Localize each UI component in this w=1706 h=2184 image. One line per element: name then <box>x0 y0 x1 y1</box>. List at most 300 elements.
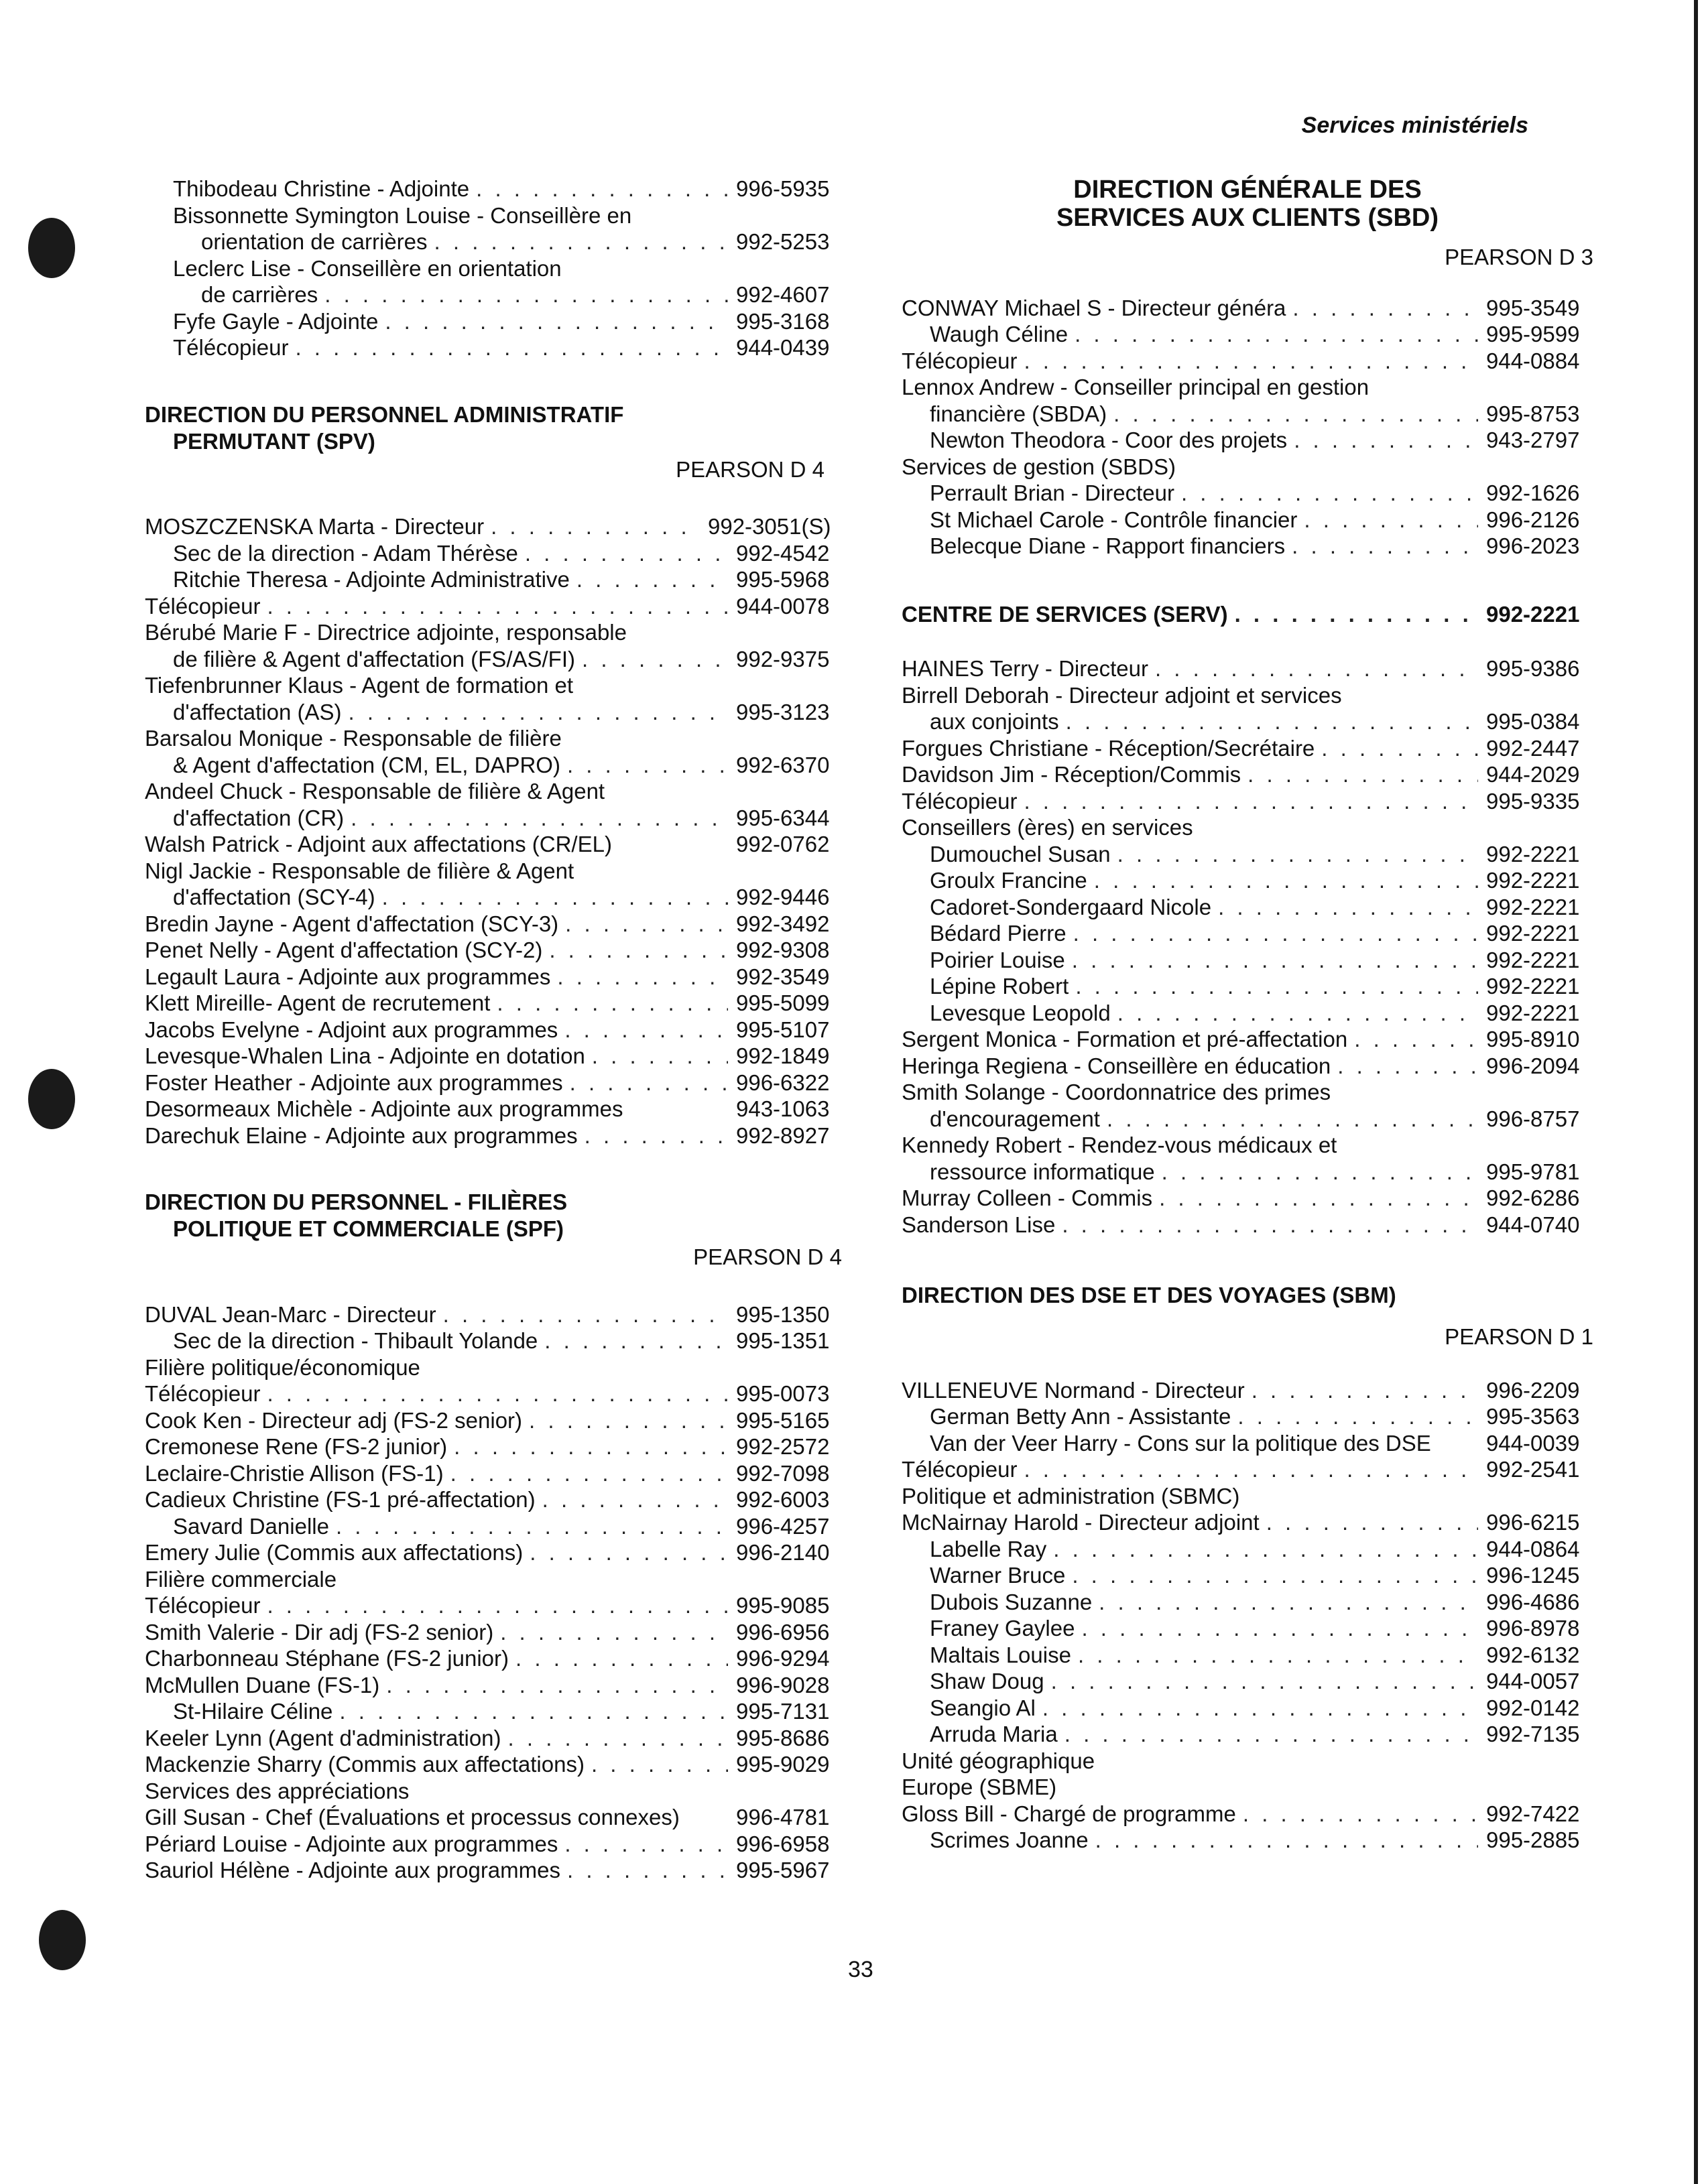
directory-entry <box>902 761 1593 788</box>
spf-section-title <box>145 1189 842 1242</box>
entry-phone: 992-2541 <box>1486 1457 1580 1482</box>
leader-dots <box>1294 427 1478 454</box>
directory-entry <box>902 1483 1593 1510</box>
leader-dots <box>1252 1377 1478 1404</box>
directory-entry <box>145 1122 842 1149</box>
entry-phone: 943-1063 <box>736 1096 830 1121</box>
leader-dots <box>1094 867 1478 894</box>
entry-name: Cook Ken - Directeur adj (FS-2 senior) <box>145 1407 523 1433</box>
entry-phone: 995-9781 <box>1486 1159 1580 1184</box>
entry-phone: 992-0142 <box>1486 1695 1580 1720</box>
entry-name: Bredin Jayne - Agent d'affectation (SCY-3) <box>145 911 559 936</box>
directory-entry <box>902 1132 1593 1159</box>
directory-entry <box>145 1566 842 1593</box>
sbm-title: DIRECTION DES DSE ET DES VOYAGES (SBM) <box>902 1283 1396 1307</box>
leader-dots <box>1064 1721 1478 1748</box>
leader-dots <box>1053 1536 1478 1563</box>
spf-entries <box>145 1301 842 1884</box>
directory-entry <box>145 911 842 938</box>
entry-phone: 944-0864 <box>1486 1536 1580 1561</box>
leader-dots <box>1155 655 1478 682</box>
leader-dots <box>1181 480 1478 507</box>
directory-entry <box>145 593 842 620</box>
entry-phone: 992-2221 <box>1486 974 1580 999</box>
directory-entry <box>902 427 1593 454</box>
entry-phone: 995-3123 <box>736 699 830 724</box>
entry-phone: 996-4781 <box>736 1805 830 1829</box>
directory-entry <box>902 1562 1593 1589</box>
entry-phone: 992-7098 <box>736 1460 830 1486</box>
entry-name: Leclaire-Christie Allison (FS-1) <box>145 1460 444 1486</box>
serv-entries <box>902 655 1593 1238</box>
entry-phone: 996-2209 <box>1486 1377 1580 1403</box>
entry-phone: 995-9335 <box>1486 788 1580 814</box>
entry-name: Charbonneau Stéphane (FS-2 junior) <box>145 1646 509 1671</box>
entry-name: Murray Colleen - Commis <box>902 1185 1153 1210</box>
leader-dots <box>450 1460 728 1487</box>
leader-dots <box>567 1857 728 1884</box>
leader-dots <box>1072 947 1478 974</box>
serv-phone: 992-2221 <box>1486 601 1580 627</box>
entry-name: Tiefenbrunner Klaus - Agent de formation et <box>145 673 573 698</box>
entry-name: Bissonnette Symington Louise - Conseillère en <box>173 202 632 228</box>
entry-phone: 996-6215 <box>1486 1510 1580 1535</box>
directory-entry <box>902 1695 1593 1722</box>
directory-entry <box>145 805 842 832</box>
entry-name: Labelle Ray <box>930 1536 1047 1561</box>
directory-entry <box>902 894 1593 921</box>
directory-entry <box>145 752 842 779</box>
leader-dots <box>267 1380 728 1407</box>
entry-name: Télécopieur <box>145 1593 261 1618</box>
directory-entry <box>145 1778 842 1805</box>
entry-name: Télécopieur <box>145 593 261 619</box>
directory-entry <box>145 1301 842 1328</box>
leader-dots <box>585 1122 728 1149</box>
directory-entry <box>902 655 1593 682</box>
leader-dots <box>591 1751 728 1778</box>
directory-entry <box>902 454 1593 480</box>
directory-entry <box>145 937 842 964</box>
entry-phone: 996-2094 <box>1486 1053 1580 1078</box>
leader-dots <box>525 540 728 567</box>
entry-phone: 992-3492 <box>736 911 830 936</box>
leader-dots <box>267 1592 728 1619</box>
entry-phone: 992-8927 <box>736 1122 830 1148</box>
leader-dots <box>351 805 728 832</box>
entry-phone: 992-4607 <box>736 282 830 307</box>
entry-name: aux conjoints <box>930 709 1059 734</box>
entry-phone: 996-6958 <box>736 1831 830 1856</box>
entry-phone: 992-6286 <box>1486 1185 1580 1210</box>
entry-phone: 995-9029 <box>736 1752 830 1777</box>
entry-phone: 995-7131 <box>736 1699 830 1724</box>
page-section-header: Services ministériels <box>1301 113 1528 138</box>
entry-name: Conseillers (ères) en services <box>902 815 1193 840</box>
entry-name: Emery Julie (Commis aux affectations) <box>145 1540 524 1565</box>
entry-name: Cremonese Rene (FS-2 junior) <box>145 1434 448 1459</box>
leader-dots <box>564 1017 728 1043</box>
spv-title-line2: PERMUTANT (SPV) <box>173 428 375 454</box>
page-number: 33 <box>848 1957 873 1982</box>
directory-entry <box>902 374 1593 401</box>
entry-name: Filière commerciale <box>145 1566 337 1592</box>
entry-name: Télécopieur <box>145 1381 261 1406</box>
spv-location: PEARSON D 4 <box>676 456 825 482</box>
directory-entry <box>145 1592 842 1619</box>
entry-phone: 995-5968 <box>736 567 830 592</box>
leader-dots <box>339 1698 728 1725</box>
entry-name: financière (SBDA) <box>930 401 1107 426</box>
entry-phone: 992-6132 <box>1486 1642 1580 1667</box>
directory-entry <box>145 1328 842 1354</box>
punch-hole-bottom <box>39 1910 86 1970</box>
directory-entry <box>902 480 1593 507</box>
entry-phone: 944-0078 <box>736 593 830 619</box>
entry-phone: 992-2221 <box>1486 841 1580 866</box>
entry-name: VILLENEUVE Normand - Directeur <box>902 1377 1245 1403</box>
entry-name: Warner Bruce <box>930 1563 1066 1588</box>
directory-entry <box>145 1804 842 1831</box>
entry-phone: 995-5099 <box>736 990 830 1015</box>
entry-name: CONWAY Michael S - Directeur généra <box>902 295 1286 320</box>
entry-name: Levesque-Whalen Lina - Adjointe en dotation <box>145 1043 585 1068</box>
entry-phone: 995-1350 <box>736 1301 830 1327</box>
entry-name: Gill Susan - Chef (Évaluations et processus connexes) <box>145 1805 680 1829</box>
directory-entry <box>145 1354 842 1381</box>
punch-hole-top <box>28 218 75 278</box>
entry-phone: 996-1245 <box>1486 1563 1580 1588</box>
directory-entry <box>902 1403 1593 1430</box>
serv-leader-dots <box>1235 601 1478 628</box>
directory-entry <box>145 540 842 567</box>
leader-dots <box>491 513 700 540</box>
directory-entry <box>145 513 842 540</box>
directory-entry <box>902 1000 1593 1027</box>
entry-phone: 995-9085 <box>736 1593 830 1618</box>
leader-dots <box>1337 1053 1478 1080</box>
entry-phone: 992-4542 <box>736 540 830 566</box>
directory-entry <box>902 1668 1593 1695</box>
entry-phone: 992-2572 <box>736 1434 830 1459</box>
directory-entry <box>145 1539 842 1566</box>
entry-phone: 995-8686 <box>736 1725 830 1750</box>
directory-entry <box>902 1536 1593 1563</box>
entry-name: Unité géographique <box>902 1748 1095 1773</box>
entry-phone: 944-0057 <box>1486 1669 1580 1693</box>
directory-entry <box>902 1748 1593 1775</box>
leader-dots <box>267 593 728 620</box>
leader-dots <box>454 1433 728 1460</box>
entry-phone: 992-9446 <box>736 885 830 909</box>
directory-entry <box>902 1801 1593 1827</box>
directory-entry <box>145 858 842 885</box>
leader-dots <box>1062 1212 1478 1238</box>
directory-entry <box>145 255 842 282</box>
entry-phone: 992-2221 <box>1486 1000 1580 1025</box>
spf-title-line1: DIRECTION DU PERSONNEL - FILIÈRES <box>145 1190 568 1214</box>
spv-section-title <box>145 401 842 455</box>
directory-entry <box>902 682 1593 709</box>
directory-entry <box>145 646 842 673</box>
entry-name: Sauriol Hélène - Adjointe aux programmes <box>145 1858 560 1882</box>
entry-name: Walsh Patrick - Adjoint aux affectations (CR/EL) <box>145 832 612 856</box>
entry-name: Jacobs Evelyne - Adjoint aux programmes <box>145 1017 558 1042</box>
leader-dots <box>1024 348 1478 375</box>
entry-name: Télécopieur <box>173 335 289 360</box>
sbm-entries <box>902 1377 1593 1854</box>
directory-entry <box>145 308 842 335</box>
entry-name: & Agent d'affectation (CM, EL, DAPRO) <box>173 752 560 777</box>
entry-name: Sergent Monica - Formation et pré-affectation <box>902 1027 1348 1051</box>
directory-entry <box>145 884 842 911</box>
directory-entry <box>145 1433 842 1460</box>
directory-entry <box>145 1751 842 1778</box>
directory-entry <box>145 619 842 646</box>
entry-name: Klett Mireille- Agent de recrutement <box>145 990 491 1015</box>
sbd-location: PEARSON D 3 <box>1445 245 1593 269</box>
leader-dots <box>336 1513 728 1540</box>
directory-entry <box>145 964 842 990</box>
entry-name: d'affectation (AS) <box>173 699 342 724</box>
directory-entry <box>145 1486 842 1513</box>
entry-name: MOSZCZENSKA Marta - Directeur <box>145 514 485 539</box>
entry-name: Europe (SBME) <box>902 1775 1057 1799</box>
entry-name: Smith Solange - Coordonnatrice des primes <box>902 1080 1331 1104</box>
entry-name: Lennox Andrew - Conseiller principal en gestion <box>902 375 1369 399</box>
directory-entry <box>902 947 1593 974</box>
directory-entry <box>902 1212 1593 1238</box>
leader-dots <box>443 1301 728 1328</box>
leader-dots <box>1159 1185 1478 1212</box>
directory-entry <box>145 1831 842 1858</box>
directory-entry <box>145 281 842 308</box>
entry-phone: 995-9386 <box>1486 656 1580 681</box>
entry-phone: 995-1351 <box>736 1328 830 1353</box>
directory-entry <box>145 778 842 805</box>
entry-phone: 996-4257 <box>736 1513 830 1539</box>
directory-entry <box>902 973 1593 1000</box>
entry-name: Leclerc Lise - Conseillère en orientation <box>173 255 562 281</box>
sbd-entries <box>902 295 1593 560</box>
leader-dots <box>576 566 728 593</box>
entry-name: orientation de carrières <box>201 229 428 254</box>
directory-entry <box>902 1106 1593 1133</box>
leader-dots <box>1075 973 1478 1000</box>
leader-dots <box>530 1539 728 1566</box>
entry-phone: 995-3563 <box>1486 1404 1580 1429</box>
leader-dots <box>1321 735 1478 762</box>
entry-name: Maltais Louise <box>930 1642 1071 1667</box>
entry-name: Penet Nelly - Agent d'affectation (SCY-2) <box>145 938 543 962</box>
entry-phone: 992-6003 <box>736 1487 830 1512</box>
entry-phone: 992-2221 <box>1486 921 1580 946</box>
leader-dots <box>1162 1159 1478 1185</box>
entry-name: Seangio Al <box>930 1695 1036 1720</box>
entry-name: Lépine Robert <box>930 974 1069 999</box>
entry-name: Heringa Regiena - Conseillère en éducation <box>902 1053 1331 1078</box>
directory-entry <box>145 699 842 726</box>
entry-phone: 944-0439 <box>736 335 830 360</box>
directory-entry <box>145 1857 842 1884</box>
entry-phone: 995-0073 <box>736 1381 830 1406</box>
leader-dots <box>1237 1403 1478 1430</box>
entry-name: Périard Louise - Adjointe aux programmes <box>145 1831 558 1856</box>
entry-phone: 992-6370 <box>736 752 830 777</box>
directory-entry <box>145 990 842 1017</box>
directory-entry <box>145 725 842 752</box>
leader-dots <box>1042 1695 1478 1722</box>
entry-phone: 995-3168 <box>736 308 830 334</box>
entry-name: Cadoret-Sondergaard Nicole <box>930 894 1212 919</box>
leader-dots <box>382 884 728 911</box>
sbm-section-title <box>902 1282 1593 1309</box>
leader-dots <box>497 990 728 1017</box>
leader-dots <box>549 937 728 964</box>
entry-phone: 943-2797 <box>1486 428 1580 452</box>
entry-name: de carrières <box>201 282 318 307</box>
scan-edge-line <box>1694 0 1698 2184</box>
leader-dots <box>1078 1642 1478 1669</box>
spv-entries <box>145 513 842 1149</box>
entry-name: Groulx Francine <box>930 868 1087 893</box>
entry-name: St-Hilaire Céline <box>173 1699 333 1724</box>
spf-title-line2: POLITIQUE ET COMMERCIALE (SPF) <box>173 1216 564 1241</box>
directory-entry <box>145 334 842 361</box>
directory-entry <box>145 672 842 699</box>
directory-entry <box>902 867 1593 894</box>
entry-name: Foster Heather - Adjointe aux programmes <box>145 1070 563 1095</box>
leader-dots <box>1117 1000 1478 1027</box>
leader-dots <box>1247 761 1478 788</box>
spv-title-line1: DIRECTION DU PERSONNEL ADMINISTRATIF <box>145 401 624 427</box>
entry-name: Shaw Doug <box>930 1669 1044 1693</box>
leader-dots <box>386 1672 728 1699</box>
entry-phone: 996-6956 <box>736 1619 830 1645</box>
entry-name: ressource informatique <box>930 1159 1155 1184</box>
entry-phone: 992-1626 <box>1486 480 1580 505</box>
leader-dots <box>1072 1562 1478 1589</box>
entry-name: Waugh Céline <box>930 322 1069 346</box>
leader-dots <box>564 1831 728 1858</box>
serv-section-title <box>902 601 1593 628</box>
entry-name: Van der Veer Harry - Cons sur la politique des DSE <box>930 1430 1431 1456</box>
entry-name: d'affectation (CR) <box>173 805 345 830</box>
entry-name: Filière politique/économique <box>145 1354 420 1380</box>
entry-name: Mackenzie Sharry (Commis aux affectations) <box>145 1752 585 1777</box>
entry-name: Dubois Suzanne <box>930 1589 1093 1614</box>
entry-phone: 992-3051(S) <box>708 514 831 539</box>
leader-dots <box>324 281 728 308</box>
leader-dots <box>1107 1106 1478 1133</box>
directory-entry <box>902 788 1593 815</box>
entry-phone: 992-7422 <box>1486 1801 1580 1826</box>
entry-name: Savard Danielle <box>173 1513 329 1539</box>
directory-entry <box>145 1672 842 1699</box>
directory-entry <box>145 831 842 858</box>
leader-dots <box>500 1619 728 1646</box>
entry-phone: 996-8978 <box>1486 1616 1580 1641</box>
entry-name: de filière & Agent d'affectation (FS/AS/FI) <box>173 646 575 671</box>
leader-dots <box>570 1070 728 1096</box>
entry-phone: 995-5165 <box>736 1407 830 1433</box>
directory-entry <box>902 1185 1593 1212</box>
entry-phone: 944-2029 <box>1486 762 1580 787</box>
entry-phone: 992-9308 <box>736 938 830 962</box>
entry-name: Bédard Pierre <box>930 921 1067 946</box>
directory-entry <box>902 1589 1593 1616</box>
leader-dots <box>567 752 728 779</box>
entry-phone: 992-5253 <box>736 229 830 254</box>
entry-name: Fyfe Gayle - Adjointe <box>173 308 379 334</box>
directory-entry <box>145 1619 842 1646</box>
entry-name: Barsalou Monique - Responsable de filière <box>145 726 562 751</box>
entry-phone: 996-2140 <box>736 1540 830 1565</box>
right-column <box>902 176 1593 1854</box>
directory-entry <box>902 1721 1593 1748</box>
leader-dots <box>1095 1827 1478 1854</box>
directory-entry <box>902 348 1593 375</box>
entry-phone: 996-9294 <box>736 1646 830 1671</box>
sbm-location: PEARSON D 1 <box>1445 1324 1593 1349</box>
entry-phone: 992-3549 <box>736 964 830 989</box>
entry-phone: 992-2221 <box>1486 947 1580 972</box>
entry-name: St Michael Carole - Contrôle financier <box>930 507 1298 532</box>
leader-dots <box>1099 1589 1478 1616</box>
entry-name: Legault Laura - Adjointe aux programmes <box>145 964 551 989</box>
entry-phone: 992-2221 <box>1486 894 1580 919</box>
entry-phone: 996-9028 <box>736 1672 830 1697</box>
entry-name: Télécopieur <box>902 1457 1018 1482</box>
directory-entry <box>145 202 842 229</box>
entry-name: Franey Gaylee <box>930 1616 1075 1641</box>
entry-phone: 992-0762 <box>736 832 830 856</box>
leader-dots <box>1117 841 1478 868</box>
entry-name: Nigl Jackie - Responsable de filière & Agent <box>145 858 574 883</box>
entry-phone: 995-5967 <box>736 1858 830 1882</box>
entry-phone: 995-2885 <box>1486 1827 1580 1852</box>
directory-entry <box>902 1509 1593 1536</box>
entry-phone: 995-0384 <box>1486 709 1580 734</box>
entry-name: Télécopieur <box>902 348 1018 373</box>
leader-dots <box>544 1328 728 1354</box>
spf-location: PEARSON D 4 <box>693 1244 842 1269</box>
entry-name: McNairnay Harold - Directeur adjoint <box>902 1510 1260 1535</box>
entry-name: Andeel Chuck - Responsable de filière & Agent <box>145 779 605 804</box>
directory-entry <box>902 507 1593 533</box>
leader-dots <box>434 229 728 255</box>
directory-entry <box>145 1460 842 1487</box>
entry-phone: 996-4686 <box>1486 1589 1580 1614</box>
left-column <box>145 176 842 1884</box>
directory-entry <box>145 1513 842 1540</box>
entry-phone: 944-0039 <box>1486 1430 1580 1456</box>
punch-hole-middle <box>28 1069 75 1129</box>
entry-phone: 995-3549 <box>1486 295 1580 320</box>
entry-name: d'affectation (SCY-4) <box>173 885 375 909</box>
entry-name: German Betty Ann - Assistante <box>930 1404 1231 1429</box>
entry-phone: 992-7135 <box>1486 1722 1580 1746</box>
leader-dots <box>592 1043 728 1070</box>
directory-entry <box>145 1380 842 1407</box>
leader-dots <box>1243 1801 1478 1827</box>
directory-entry <box>902 533 1593 560</box>
directory-entry <box>902 1159 1593 1185</box>
entry-name: Darechuk Elaine - Adjointe aux programmes <box>145 1122 578 1148</box>
entry-name: Forgues Christiane - Réception/Secrétaire <box>902 735 1315 761</box>
directory-entry <box>902 1430 1593 1457</box>
directory-entry <box>902 1615 1593 1642</box>
